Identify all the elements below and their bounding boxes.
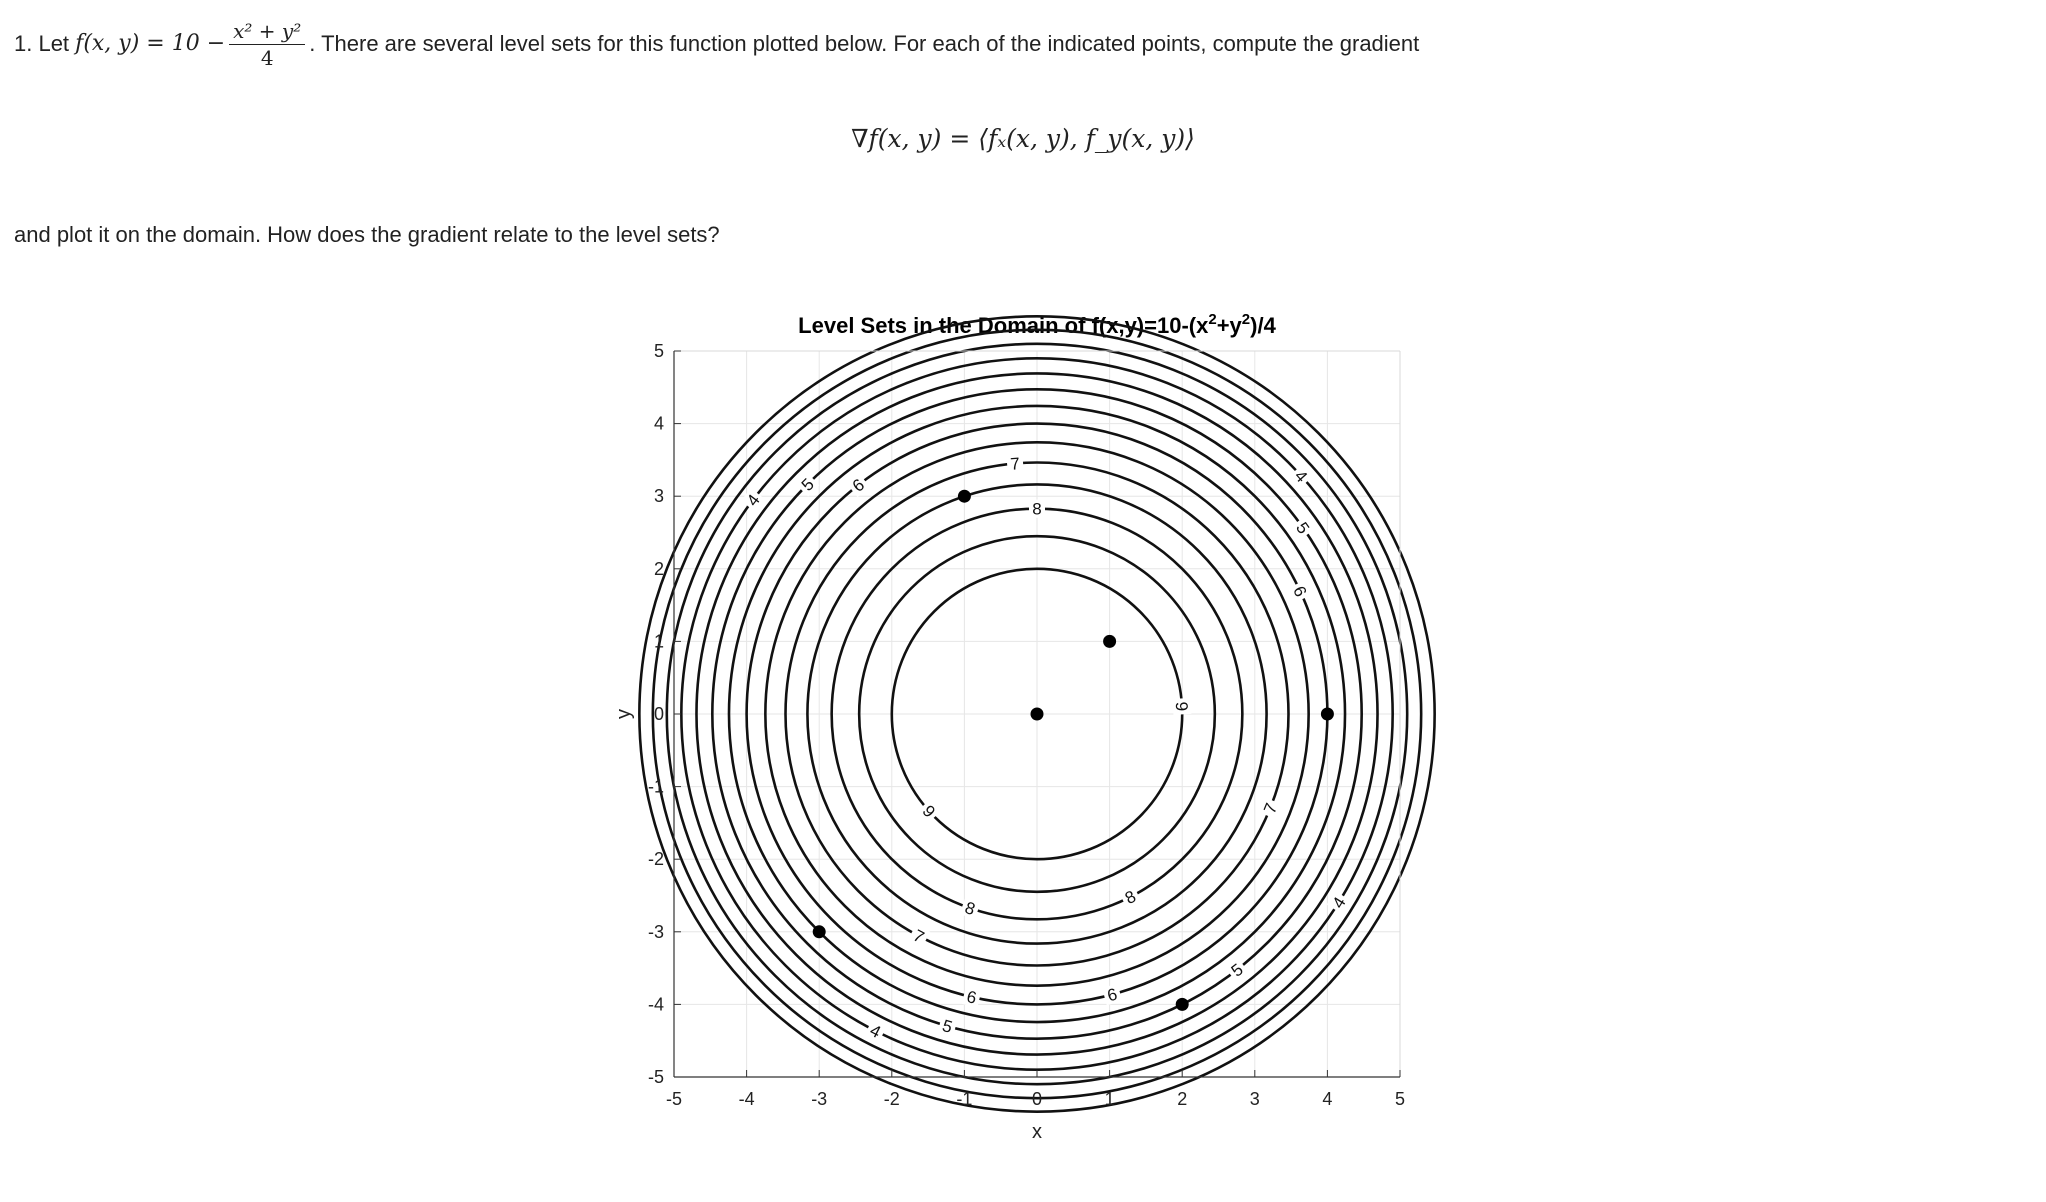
- contour-label: 7: [1260, 800, 1282, 817]
- contour-label: 5: [940, 1016, 955, 1038]
- x-tick-label: 2: [1177, 1089, 1188, 1109]
- indicated-point: [1321, 708, 1334, 721]
- question-text: and plot it on the domain. How does the gradient relate to the level sets?: [14, 222, 720, 247]
- level-set-chart: [600, 300, 1500, 1160]
- y-tick-label: 4: [653, 413, 664, 434]
- gradient-formula: ∇f(x, y) = ⟨fₓ(x, y), f_y(x, y)⟩: [851, 124, 1195, 153]
- contour-label-group: [1172, 698, 1192, 715]
- chart-title: Level Sets in the Domain of $f(x,y)=10-(x^2+y^2)/4$: [798, 311, 1276, 338]
- contour-label: 8: [1032, 499, 1042, 519]
- fraction: [229, 18, 305, 71]
- x-axis-label: x: [1032, 1121, 1042, 1143]
- indicated-point: [1031, 708, 1044, 721]
- indicated-point: [958, 490, 971, 503]
- y-tick-label: -4: [647, 994, 664, 1015]
- contour-label: 5: [797, 474, 818, 495]
- x-tick-label: 4: [1322, 1089, 1333, 1109]
- contour-label-group: [1006, 454, 1024, 474]
- x-tick-label: 0: [1031, 1089, 1043, 1109]
- contour-label: 4: [742, 490, 764, 510]
- x-tick-label: -4: [738, 1089, 755, 1109]
- problem-statement: [14, 14, 1419, 74]
- x-tick-label: -1: [956, 1089, 973, 1109]
- indicated-point: [813, 925, 826, 938]
- y-tick-label: 5: [653, 341, 664, 361]
- contour-label: 5: [1292, 518, 1314, 538]
- indicated-point: [1103, 635, 1116, 648]
- fraction-numerator: x² + y²: [229, 18, 305, 45]
- y-tick-label: -1: [647, 776, 664, 797]
- fraction-denominator: 4: [260, 45, 274, 70]
- x-tick-label: -5: [665, 1089, 683, 1109]
- x-tick-label: -2: [883, 1089, 900, 1109]
- contour-label: 9: [918, 801, 939, 822]
- y-axis-label: y: [613, 709, 635, 719]
- contour-label: 6: [1289, 583, 1311, 600]
- contour-label: 4: [1290, 466, 1312, 487]
- problem-number: 1. Let: [14, 31, 70, 56]
- y-tick-label: 3: [653, 486, 664, 507]
- x-tick-label: 3: [1249, 1089, 1260, 1109]
- indicated-point: [1176, 998, 1189, 1011]
- contour-label: 4: [1328, 893, 1350, 912]
- contour-label-group: [1029, 500, 1045, 519]
- problem-text: . There are several level sets for this function plotted below. For each of the indicated points, compute the gradient: [309, 31, 1420, 56]
- function-definition: f(x, y) = 10 −: [75, 31, 226, 56]
- contour-label: 5: [1227, 959, 1247, 981]
- contour-label: 7: [1009, 454, 1021, 474]
- contour-label: 6: [964, 987, 979, 1008]
- x-tick-label: 5: [1394, 1089, 1406, 1109]
- contour-label: 6: [848, 475, 869, 496]
- x-tick-label: 1: [1104, 1089, 1115, 1109]
- y-tick-label: -2: [647, 849, 664, 870]
- contour-label: 6: [1105, 984, 1120, 1006]
- y-tick-label: 1: [653, 631, 664, 652]
- y-tick-label: 2: [653, 558, 664, 579]
- contour-label: 8: [962, 898, 978, 920]
- contour-label: 8: [1121, 886, 1139, 909]
- y-tick-label: -5: [647, 1067, 664, 1087]
- y-tick-label: 0: [653, 704, 664, 724]
- contour-label: 4: [866, 1020, 884, 1042]
- x-tick-label: -3: [811, 1089, 828, 1109]
- contour-label: 7: [910, 925, 928, 948]
- contour-label: 9: [1171, 701, 1192, 712]
- y-tick-label: -3: [647, 921, 664, 942]
